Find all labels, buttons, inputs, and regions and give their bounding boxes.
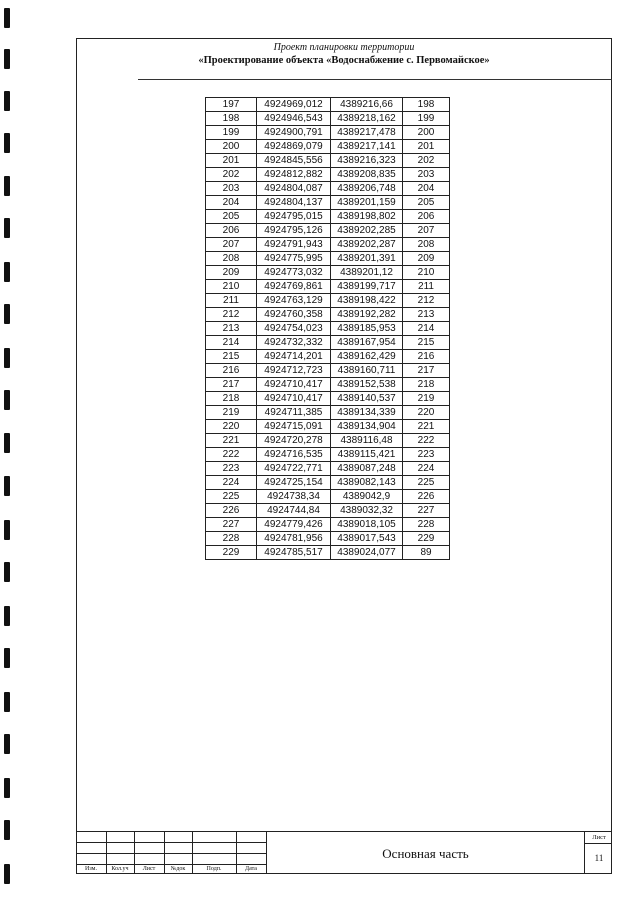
coord-y: 4389192,282	[331, 308, 403, 322]
stamp-cell	[134, 842, 164, 853]
binding-mark	[4, 176, 10, 196]
stamp-cell	[164, 853, 192, 864]
table-row	[206, 546, 450, 560]
stamp-cell	[76, 831, 106, 842]
next-point: 219	[403, 392, 450, 406]
coord-x: 4924785,517	[257, 546, 331, 560]
point-number: 199	[206, 126, 257, 140]
coord-x: 4924763,129	[257, 294, 331, 308]
coord-y: 4389140,537	[331, 392, 403, 406]
next-point: 208	[403, 238, 450, 252]
point-number: 217	[206, 378, 257, 392]
table-row	[206, 224, 450, 238]
coord-y: 4389162,429	[331, 350, 403, 364]
point-number: 222	[206, 448, 257, 462]
coord-x: 4924869,079	[257, 140, 331, 154]
coord-y: 4389018,105	[331, 518, 403, 532]
coord-x: 4924781,956	[257, 532, 331, 546]
coord-x: 4924760,358	[257, 308, 331, 322]
coord-y: 4389199,717	[331, 280, 403, 294]
stamp-label: Изм.	[85, 866, 97, 872]
next-point: 209	[403, 252, 450, 266]
coord-y: 4389185,953	[331, 322, 403, 336]
point-number: 228	[206, 532, 257, 546]
binding-mark	[4, 520, 10, 540]
next-point: 213	[403, 308, 450, 322]
sheet-number: 11	[594, 853, 604, 863]
next-point: 214	[403, 322, 450, 336]
point-number: 197	[206, 98, 257, 112]
point-number: 223	[206, 462, 257, 476]
next-point: 222	[403, 434, 450, 448]
coord-y: 4389042,9	[331, 490, 403, 504]
point-number: 204	[206, 196, 257, 210]
sheet-label: Лист	[592, 834, 606, 841]
coord-y: 4389202,285	[331, 224, 403, 238]
point-number: 226	[206, 504, 257, 518]
coord-x: 4924710,417	[257, 392, 331, 406]
coord-x: 4924795,015	[257, 210, 331, 224]
coord-x: 4924946,543	[257, 112, 331, 126]
stamp-cell	[192, 831, 236, 842]
point-number: 213	[206, 322, 257, 336]
coord-y: 4389198,802	[331, 210, 403, 224]
table-row	[206, 210, 450, 224]
point-number: 221	[206, 434, 257, 448]
coord-x: 4924969,012	[257, 98, 331, 112]
next-point: 199	[403, 112, 450, 126]
stamp-label: №док	[170, 866, 186, 872]
point-number: 202	[206, 168, 257, 182]
coord-x: 4924769,861	[257, 280, 331, 294]
binding-mark	[4, 304, 10, 324]
table-row	[206, 196, 450, 210]
coord-y: 4389201,391	[331, 252, 403, 266]
stamp-label: Кол.уч	[111, 866, 129, 872]
point-number: 212	[206, 308, 257, 322]
point-number: 214	[206, 336, 257, 350]
next-point: 204	[403, 182, 450, 196]
table-row	[206, 252, 450, 266]
point-number: 225	[206, 490, 257, 504]
coord-y: 4389115,421	[331, 448, 403, 462]
coord-y: 4389087,248	[331, 462, 403, 476]
binding-mark	[4, 433, 10, 453]
header-divider	[138, 79, 612, 80]
table-row	[206, 532, 450, 546]
stamp-cell	[76, 853, 106, 864]
point-number: 208	[206, 252, 257, 266]
binding-holes	[4, 0, 14, 905]
next-point: 89	[403, 546, 450, 560]
binding-mark	[4, 648, 10, 668]
coord-y: 4389160,711	[331, 364, 403, 378]
coord-x: 4924710,417	[257, 378, 331, 392]
coord-x: 4924711,385	[257, 406, 331, 420]
stamp-label: Дата	[245, 866, 257, 872]
coord-y: 4389198,422	[331, 294, 403, 308]
next-point: 226	[403, 490, 450, 504]
binding-mark	[4, 562, 10, 582]
stamp-cell	[106, 842, 134, 853]
coord-x: 4924775,995	[257, 252, 331, 266]
next-point: 202	[403, 154, 450, 168]
header-project-type: Проект планировки территории	[273, 42, 415, 53]
stamp-label: Лист	[142, 866, 156, 872]
next-point: 224	[403, 462, 450, 476]
binding-mark	[4, 348, 10, 368]
stamp-cell	[236, 831, 266, 842]
table-row	[206, 322, 450, 336]
coord-x: 4924715,091	[257, 420, 331, 434]
stamp-cell	[192, 853, 236, 864]
binding-mark	[4, 778, 10, 798]
coord-x: 4924744,84	[257, 504, 331, 518]
coord-y: 4389024,077	[331, 546, 403, 560]
coord-y: 4389134,904	[331, 420, 403, 434]
table-row	[206, 406, 450, 420]
coord-x: 4924845,556	[257, 154, 331, 168]
point-number: 198	[206, 112, 257, 126]
stamp-cell	[106, 853, 134, 864]
document-header	[76, 42, 612, 68]
stamp-cell	[106, 831, 134, 842]
sheet-box	[584, 831, 612, 874]
binding-mark	[4, 262, 10, 282]
point-number: 229	[206, 546, 257, 560]
coord-y: 4389216,66	[331, 98, 403, 112]
coord-y: 4389134,339	[331, 406, 403, 420]
binding-mark	[4, 820, 10, 840]
next-point: 221	[403, 420, 450, 434]
table-row	[206, 294, 450, 308]
binding-mark	[4, 8, 10, 28]
next-point: 206	[403, 210, 450, 224]
coord-y: 4389217,478	[331, 126, 403, 140]
point-number: 215	[206, 350, 257, 364]
coord-x: 4924754,023	[257, 322, 331, 336]
coordinates-table	[205, 97, 450, 560]
stamp-label: Подп.	[206, 866, 222, 872]
table-row	[206, 154, 450, 168]
next-point: 223	[403, 448, 450, 462]
binding-mark	[4, 606, 10, 626]
coord-x: 4924779,426	[257, 518, 331, 532]
coord-y: 4389208,835	[331, 168, 403, 182]
table-row	[206, 126, 450, 140]
stamp-cell	[236, 842, 266, 853]
next-point: 211	[403, 280, 450, 294]
point-number: 200	[206, 140, 257, 154]
binding-mark	[4, 864, 10, 884]
point-number: 203	[206, 182, 257, 196]
section-title: Основная часть	[266, 831, 584, 874]
coord-y: 4389116,48	[331, 434, 403, 448]
table-row	[206, 462, 450, 476]
table-row	[206, 280, 450, 294]
point-number: 220	[206, 420, 257, 434]
table-row	[206, 504, 450, 518]
point-number: 201	[206, 154, 257, 168]
table-row	[206, 378, 450, 392]
coord-x: 4924722,771	[257, 462, 331, 476]
coord-x: 4924738,34	[257, 490, 331, 504]
table-row	[206, 392, 450, 406]
binding-mark	[4, 133, 10, 153]
point-number: 209	[206, 266, 257, 280]
coord-x: 4924900,791	[257, 126, 331, 140]
table-row	[206, 490, 450, 504]
table-row	[206, 140, 450, 154]
binding-mark	[4, 49, 10, 69]
table-row	[206, 98, 450, 112]
stamp-cell	[236, 853, 266, 864]
binding-mark	[4, 692, 10, 712]
table-row	[206, 434, 450, 448]
coord-y: 4389206,748	[331, 182, 403, 196]
next-point: 229	[403, 532, 450, 546]
coord-y: 4389216,323	[331, 154, 403, 168]
binding-mark	[4, 218, 10, 238]
next-point: 220	[403, 406, 450, 420]
point-number: 207	[206, 238, 257, 252]
coord-x: 4924791,943	[257, 238, 331, 252]
table-row	[206, 364, 450, 378]
next-point: 212	[403, 294, 450, 308]
table-row	[206, 350, 450, 364]
coord-y: 4389201,159	[331, 196, 403, 210]
next-point: 228	[403, 518, 450, 532]
next-point: 225	[403, 476, 450, 490]
table-row	[206, 112, 450, 126]
coord-y: 4389017,543	[331, 532, 403, 546]
stamp-cell	[134, 853, 164, 864]
header-project-title: «Проектирование объекта «Водоснабжение с. Первомайское»	[198, 55, 490, 66]
next-point: 210	[403, 266, 450, 280]
coord-x: 4924732,332	[257, 336, 331, 350]
binding-mark	[4, 734, 10, 754]
point-number: 206	[206, 224, 257, 238]
coord-x: 4924804,137	[257, 196, 331, 210]
table-row	[206, 168, 450, 182]
point-number: 218	[206, 392, 257, 406]
coord-x: 4924712,723	[257, 364, 331, 378]
point-number: 219	[206, 406, 257, 420]
next-point: 227	[403, 504, 450, 518]
next-point: 218	[403, 378, 450, 392]
table-row	[206, 476, 450, 490]
table-row	[206, 518, 450, 532]
sheet-divider	[585, 843, 612, 844]
point-number: 205	[206, 210, 257, 224]
coord-x: 4924720,278	[257, 434, 331, 448]
next-point: 205	[403, 196, 450, 210]
table-row	[206, 448, 450, 462]
coord-x: 4924804,087	[257, 182, 331, 196]
title-block	[76, 831, 612, 874]
coord-x: 4924725,154	[257, 476, 331, 490]
point-number: 211	[206, 294, 257, 308]
next-point: 215	[403, 336, 450, 350]
next-point: 203	[403, 168, 450, 182]
binding-mark	[4, 91, 10, 111]
next-point: 216	[403, 350, 450, 364]
coord-x: 4924773,032	[257, 266, 331, 280]
next-point: 200	[403, 126, 450, 140]
binding-mark	[4, 476, 10, 496]
point-number: 216	[206, 364, 257, 378]
next-point: 217	[403, 364, 450, 378]
stamp-cell	[76, 842, 106, 853]
coord-y: 4389167,954	[331, 336, 403, 350]
coord-y: 4389082,143	[331, 476, 403, 490]
stamp-cell	[164, 842, 192, 853]
coord-y: 4389152,538	[331, 378, 403, 392]
point-number: 224	[206, 476, 257, 490]
binding-mark	[4, 390, 10, 410]
next-point: 207	[403, 224, 450, 238]
table-row	[206, 238, 450, 252]
next-point: 198	[403, 98, 450, 112]
table-row	[206, 420, 450, 434]
coord-y: 4389201,12	[331, 266, 403, 280]
coord-y: 4389217,141	[331, 140, 403, 154]
coord-x: 4924812,882	[257, 168, 331, 182]
point-number: 210	[206, 280, 257, 294]
table-row	[206, 182, 450, 196]
stamp-cell	[164, 831, 192, 842]
coord-x: 4924795,126	[257, 224, 331, 238]
coord-x: 4924716,535	[257, 448, 331, 462]
table-row	[206, 336, 450, 350]
stamp-cell	[134, 831, 164, 842]
point-number: 227	[206, 518, 257, 532]
coord-y: 4389218,162	[331, 112, 403, 126]
coord-y: 4389202,287	[331, 238, 403, 252]
table-row	[206, 308, 450, 322]
table-row	[206, 266, 450, 280]
stamp-cell	[192, 842, 236, 853]
coord-x: 4924714,201	[257, 350, 331, 364]
coord-y: 4389032,32	[331, 504, 403, 518]
next-point: 201	[403, 140, 450, 154]
